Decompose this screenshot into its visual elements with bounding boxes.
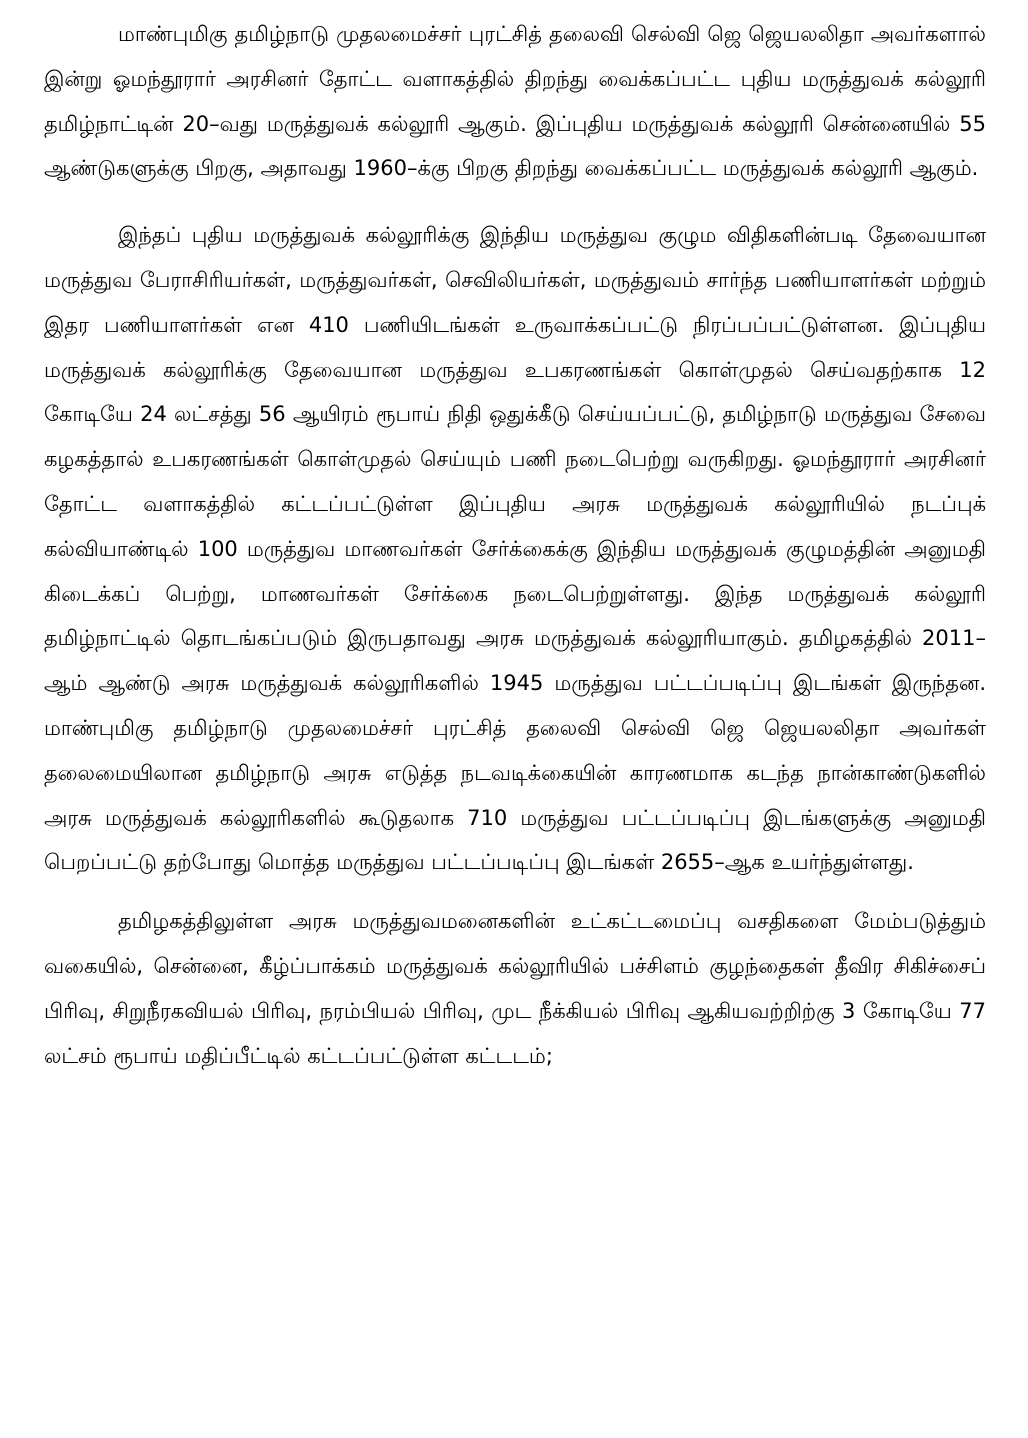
paragraph-infrastructure: தமிழகத்திலுள்ள அரசு மருத்துவமனைகளின் உட்கட்டமைப்பு வசதிகளை மேம்படுத்தும் வகையில், சென்னை, கீழ்ப்பாக்கம் மருத்துவக் கல்லூரியில் பச்சிளம் குழந்தைகள் தீவிர சிகிச்சைப் பிரிவு, சிறுநீரகவியல் பிரிவு, நரம்பியல் பிரிவு, முட நீக்கியல் பிரிவு ஆகியவற்றிற்கு 3 கோடியே 77 லட்சம் ரூபாய் மதிப்பீட்டில் கட்டப்பட்டுள்ள கட்டடம்; <box>44 909 986 1068</box>
paragraph-new-medical-college: மாண்புமிகு தமிழ்நாடு முதலமைச்சர் புரட்சித் தலைவி செல்வி ஜெ ஜெயலலிதா அவர்களால் இன்று ஓமந்தூரார் அரசினர் தோட்ட வளாகத்தில் திறந்து வைக்கப்பட்ட புதிய மருத்துவக் கல்லூரி தமிழ்நாட்டின் 20–வது மருத்துவக் கல்லூரி ஆகும். இப்புதிய மருத்துவக் கல்லூரி சென்னையில் 55 ஆண்டுகளுக்கு பிறகு, அதாவது 1960–க்கு பிறகு திறந்து வைக்கப்பட்ட மருத்துவக் கல்லூரி ஆகும். <box>44 22 986 181</box>
document-page <box>44 12 986 1078</box>
paragraph-staff-and-equipment: இந்தப் புதிய மருத்துவக் கல்லூரிக்கு இந்திய மருத்துவ குழும விதிகளின்படி தேவையான மருத்துவ பேராசிரியர்கள், மருத்துவர்கள், செவிலியர்கள், மருத்துவம் சார்ந்த பணியாளர்கள் மற்றும் இதர பணியாளர்கள் என 410 பணியிடங்கள் உருவாக்கப்பட்டு நிரப்பப்பட்டுள்ளன. இப்புதிய மருத்துவக் கல்லூரிக்கு தேவையான மருத்துவ உபகரணங்கள் கொள்முதல் செய்வதற்காக 12 கோடியே 24 லட்சத்து 56 ஆயிரம் ரூபாய் நிதி ஒதுக்கீடு செய்யப்பட்டு, தமிழ்நாடு மருத்துவ சேவை கழகத்தால் உபகரணங்கள் கொள்முதல் செய்யும் பணி நடைபெற்று வருகிறது. ஓமந்தூரார் அரசினர் தோட்ட வளாகத்தில் கட்டப்பட்டுள்ள இப்புதிய அரசு மருத்துவக் கல்லூரியில் நடப்புக் கல்வியாண்டில் 100 மருத்துவ மாணவர்கள் சேர்க்கைக்கு இந்திய மருத்துவக் குழுமத்தின் அனுமதி கிடைக்கப் பெற்று, மாணவர்கள் சேர்க்கை நடைபெற்றுள்ளது. இந்த மருத்துவக் கல்லூரி தமிழ்நாட்டில் தொடங்கப்படும் இருபதாவது அரசு மருத்துவக் கல்லூரியாகும். தமிழகத்தில் 2011–ஆம் ஆண்டு அரசு மருத்துவக் கல்லூரிகளில் 1945 மருத்துவ பட்டப்படிப்பு இடங்கள் இருந்தன. மாண்புமிகு தமிழ்நாடு முதலமைச்சர் புரட்சித் தலைவி செல்வி ஜெ ஜெயலலிதா அவர்கள் தலைமையிலான தமிழ்நாடு அரசு எடுத்த நடவடிக்கையின் காரணமாக கடந்த நான்காண்டுகளில் அரசு மருத்துவக் கல்லூரிகளில் கூடுதலாக 710 மருத்துவ பட்டப்படிப்பு இடங்களுக்கு அனுமதி பெறப்பட்டு தற்போது மொத்த மருத்துவ பட்டப்படிப்பு இடங்கள் 2655–ஆக உயர்ந்துள்ளது. <box>44 223 986 875</box>
